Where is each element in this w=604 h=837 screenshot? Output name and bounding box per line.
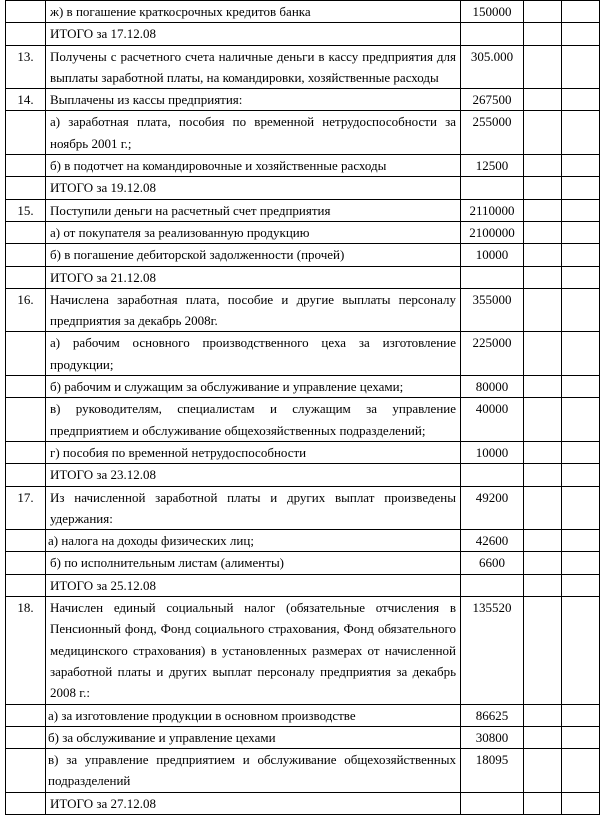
row-number-cell: [6, 726, 46, 748]
debit-cell: [524, 574, 562, 596]
table-row: [6, 177, 600, 199]
row-number-cell: 17.: [6, 486, 46, 530]
row-number-cell: [6, 464, 46, 486]
credit-cell: [562, 45, 600, 89]
table-row: [6, 398, 600, 442]
credit-cell: [562, 111, 600, 155]
amount-cell: [461, 792, 524, 814]
operation-description-cell: в) за управление предприятием и обслуживание общехозяйственных подразделений: [46, 749, 461, 793]
table-row: [6, 45, 600, 89]
credit-cell: [562, 244, 600, 266]
credit-cell: [562, 704, 600, 726]
credit-cell: [562, 486, 600, 530]
credit-cell: [562, 398, 600, 442]
row-number-cell: [6, 552, 46, 574]
credit-cell: [562, 177, 600, 199]
table-row: [6, 199, 600, 221]
operation-description-cell: а) заработная плата, пособия по временной нетрудоспособности за ноябрь 2001 г.;: [46, 111, 461, 155]
credit-cell: [562, 726, 600, 748]
operation-description-cell: в) руководителям, специалистам и служащим за управление предприятием и обслуживание общехозяйственных подразделений;: [46, 398, 461, 442]
credit-cell: [562, 464, 600, 486]
amount-cell: [461, 574, 524, 596]
debit-cell: [524, 376, 562, 398]
operation-description-cell: б) за обслуживание и управление цехами: [46, 726, 461, 748]
operation-description-cell: г) пособия по временной нетрудоспособности: [46, 441, 461, 463]
debit-cell: [524, 1, 562, 23]
table-row: [6, 749, 600, 793]
table-row: [6, 597, 600, 704]
table-row: [6, 530, 600, 552]
credit-cell: [562, 89, 600, 111]
table-row: [6, 552, 600, 574]
row-number-cell: [6, 1, 46, 23]
debit-cell: [524, 23, 562, 45]
table-row: [6, 332, 600, 376]
table-row: [6, 221, 600, 243]
debit-cell: [524, 749, 562, 793]
operation-description-cell: б) рабочим и служащим за обслуживание и управление цехами;: [46, 376, 461, 398]
debit-cell: [524, 111, 562, 155]
row-number-cell: [6, 749, 46, 793]
operation-description-cell: ИТОГО за 19.12.08: [46, 177, 461, 199]
operation-description-cell: Получены с расчетного счета наличные деньги в кассу предприятия для выплаты заработной платы, на командировки, хозяйственные расходы: [46, 45, 461, 89]
credit-cell: [562, 597, 600, 704]
credit-cell: [562, 199, 600, 221]
ledger-body: [6, 1, 600, 815]
debit-cell: [524, 155, 562, 177]
row-number-cell: [6, 111, 46, 155]
table-row: [6, 111, 600, 155]
row-number-cell: [6, 398, 46, 442]
amount-cell: 150000: [461, 1, 524, 23]
amount-cell: 10000: [461, 441, 524, 463]
table-row: [6, 1, 600, 23]
debit-cell: [524, 221, 562, 243]
amount-cell: 42600: [461, 530, 524, 552]
debit-cell: [524, 792, 562, 814]
operation-description-cell: Из начисленной заработной платы и других выплат произведены удержания:: [46, 486, 461, 530]
debit-cell: [524, 89, 562, 111]
credit-cell: [562, 23, 600, 45]
amount-cell: [461, 23, 524, 45]
operation-description-cell: б) по исполнительным листам (алименты): [46, 552, 461, 574]
amount-cell: 30800: [461, 726, 524, 748]
row-number-cell: [6, 244, 46, 266]
amount-cell: 2110000: [461, 199, 524, 221]
amount-cell: 355000: [461, 288, 524, 332]
row-number-cell: 13.: [6, 45, 46, 89]
debit-cell: [524, 398, 562, 442]
amount-cell: [461, 177, 524, 199]
operation-description-cell: ИТОГО за 17.12.08: [46, 23, 461, 45]
credit-cell: [562, 288, 600, 332]
table-row: [6, 244, 600, 266]
operation-description-cell: а) налога на доходы физических лиц;: [46, 530, 461, 552]
table-row: [6, 464, 600, 486]
row-number-cell: 16.: [6, 288, 46, 332]
operation-description-cell: ИТОГО за 27.12.08: [46, 792, 461, 814]
table-row: [6, 726, 600, 748]
row-number-cell: [6, 792, 46, 814]
credit-cell: [562, 376, 600, 398]
row-number-cell: [6, 266, 46, 288]
debit-cell: [524, 244, 562, 266]
operation-description-cell: Начислен единый социальный налог (обязательные отчисления в Пенсионный фонд, Фонд социального страхования, Фонд обязательного медицинского страхования) в установленных размерах от начисленной заработной платы и других выплат персоналу предприятия за декабрь 2008 г.:: [46, 597, 461, 704]
amount-cell: 86625: [461, 704, 524, 726]
amount-cell: 40000: [461, 398, 524, 442]
credit-cell: [562, 221, 600, 243]
debit-cell: [524, 441, 562, 463]
row-number-cell: [6, 441, 46, 463]
debit-cell: [524, 177, 562, 199]
credit-cell: [562, 1, 600, 23]
amount-cell: 49200: [461, 486, 524, 530]
credit-cell: [562, 574, 600, 596]
debit-cell: [524, 530, 562, 552]
debit-cell: [524, 199, 562, 221]
operation-description-cell: Выплачены из кассы предприятия:: [46, 89, 461, 111]
amount-cell: 10000: [461, 244, 524, 266]
operation-description-cell: а) рабочим основного производственного цеха за изготовление продукции;: [46, 332, 461, 376]
amount-cell: 305.000: [461, 45, 524, 89]
debit-cell: [524, 486, 562, 530]
operation-description-cell: Поступили деньги на расчетный счет предприятия: [46, 199, 461, 221]
table-row: [6, 574, 600, 596]
operation-description-cell: а) за изготовление продукции в основном производстве: [46, 704, 461, 726]
operation-description-cell: а) от покупателя за реализованную продукцию: [46, 221, 461, 243]
table-row: [6, 23, 600, 45]
amount-cell: 255000: [461, 111, 524, 155]
table-row: [6, 89, 600, 111]
row-number-cell: [6, 574, 46, 596]
debit-cell: [524, 332, 562, 376]
amount-cell: 135520: [461, 597, 524, 704]
table-row: [6, 792, 600, 814]
table-row: [6, 376, 600, 398]
row-number-cell: [6, 221, 46, 243]
table-row: [6, 155, 600, 177]
debit-cell: [524, 552, 562, 574]
row-number-cell: 14.: [6, 89, 46, 111]
row-number-cell: 18.: [6, 597, 46, 704]
credit-cell: [562, 552, 600, 574]
amount-cell: [461, 266, 524, 288]
debit-cell: [524, 704, 562, 726]
table-row: [6, 704, 600, 726]
row-number-cell: [6, 177, 46, 199]
credit-cell: [562, 749, 600, 793]
operation-description-cell: ИТОГО за 25.12.08: [46, 574, 461, 596]
amount-cell: 6600: [461, 552, 524, 574]
row-number-cell: [6, 376, 46, 398]
debit-cell: [524, 726, 562, 748]
debit-cell: [524, 45, 562, 89]
amount-cell: 80000: [461, 376, 524, 398]
credit-cell: [562, 441, 600, 463]
row-number-cell: [6, 530, 46, 552]
table-row: [6, 486, 600, 530]
operation-description-cell: б) в подотчет на командировочные и хозяйственные расходы: [46, 155, 461, 177]
row-number-cell: [6, 704, 46, 726]
credit-cell: [562, 332, 600, 376]
row-number-cell: 15.: [6, 199, 46, 221]
table-row: [6, 266, 600, 288]
table-row: [6, 441, 600, 463]
debit-cell: [524, 288, 562, 332]
operation-description-cell: ИТОГО за 21.12.08: [46, 266, 461, 288]
row-number-cell: [6, 23, 46, 45]
credit-cell: [562, 792, 600, 814]
credit-cell: [562, 266, 600, 288]
row-number-cell: [6, 155, 46, 177]
amount-cell: 267500: [461, 89, 524, 111]
operation-description-cell: б) в погашение дебиторской задолженности (прочей): [46, 244, 461, 266]
operation-description-cell: ИТОГО за 23.12.08: [46, 464, 461, 486]
credit-cell: [562, 155, 600, 177]
amount-cell: 12500: [461, 155, 524, 177]
amount-cell: [461, 464, 524, 486]
amount-cell: 2100000: [461, 221, 524, 243]
row-number-cell: [6, 332, 46, 376]
amount-cell: 225000: [461, 332, 524, 376]
table-row: [6, 288, 600, 332]
amount-cell: 18095: [461, 749, 524, 793]
credit-cell: [562, 530, 600, 552]
ledger-table: [5, 0, 600, 815]
debit-cell: [524, 464, 562, 486]
operation-description-cell: Начислена заработная плата, пособие и другие выплаты персоналу предприятия за декабрь 2008г.: [46, 288, 461, 332]
debit-cell: [524, 597, 562, 704]
operation-description-cell: ж) в погашение краткосрочных кредитов банка: [46, 1, 461, 23]
debit-cell: [524, 266, 562, 288]
